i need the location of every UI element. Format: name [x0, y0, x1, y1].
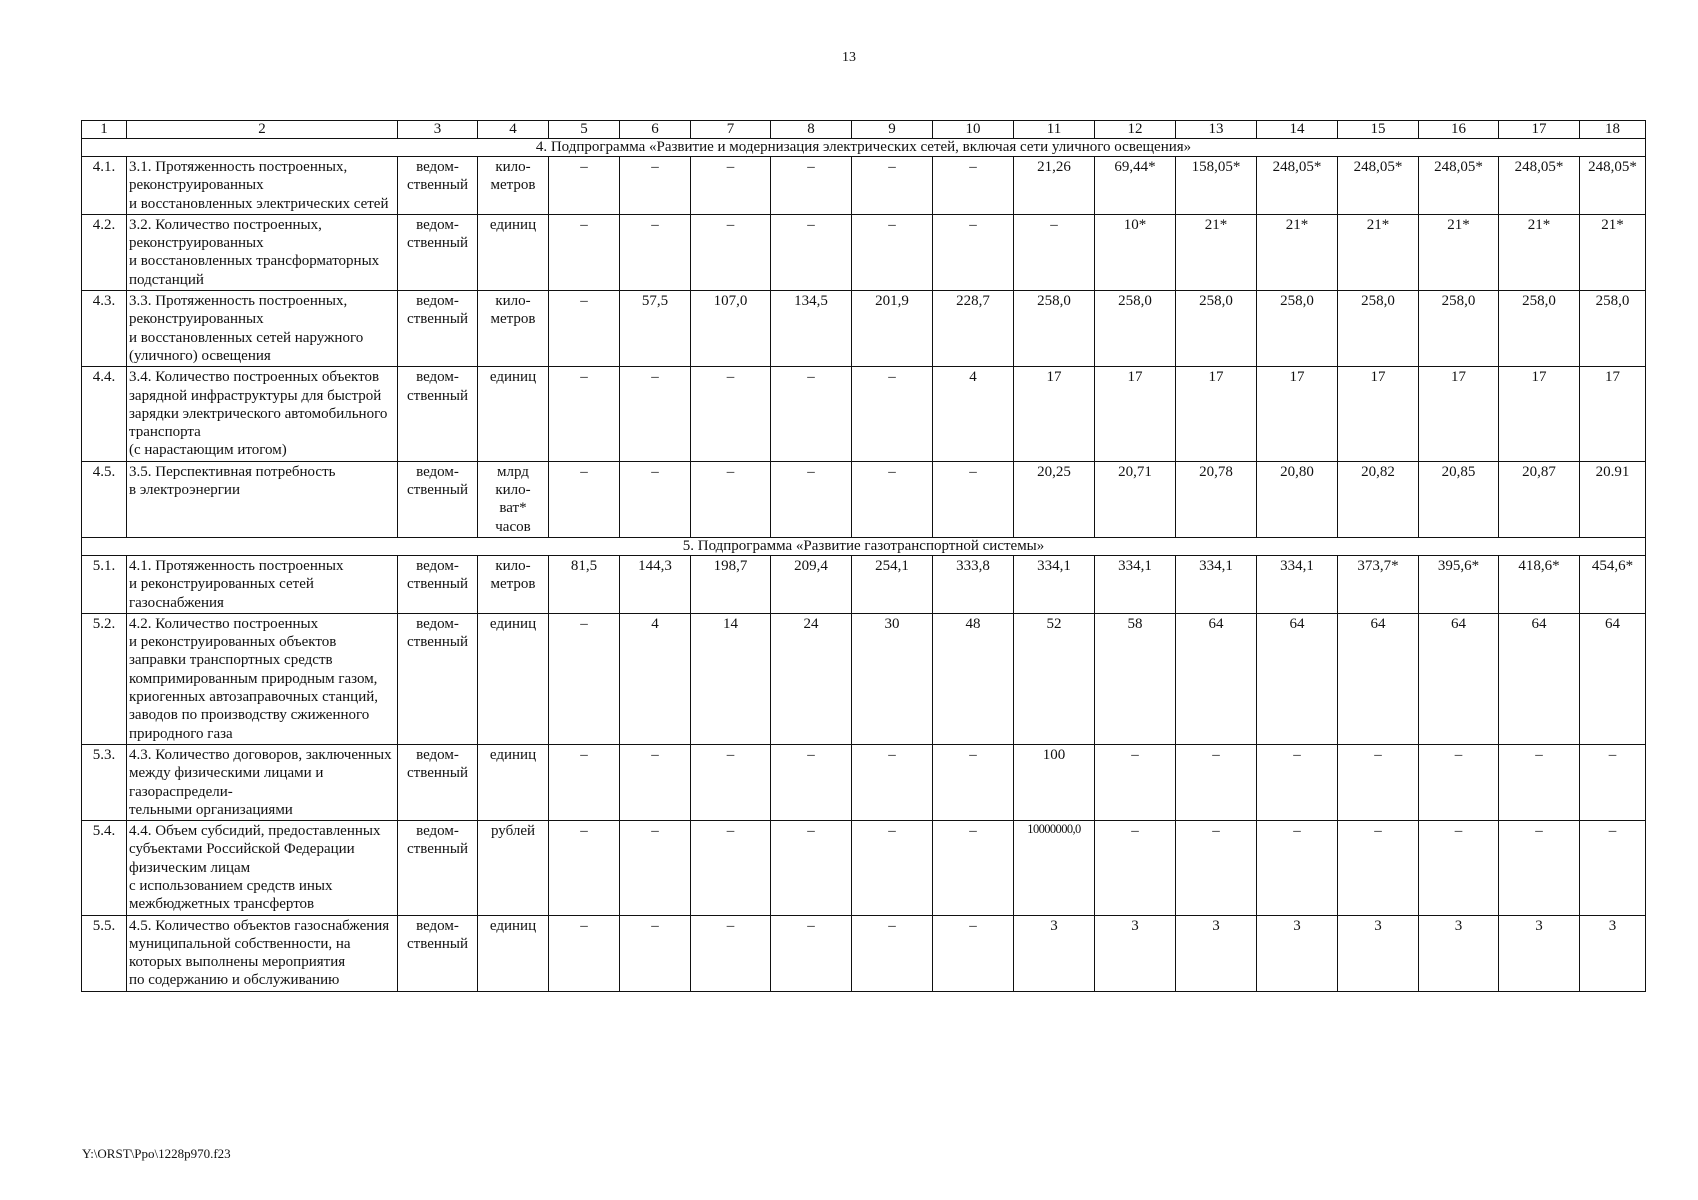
value-cell: 3: [1499, 915, 1580, 991]
value-cell: 64: [1257, 613, 1338, 744]
value-cell: –: [852, 157, 933, 215]
value-cell: –: [549, 157, 620, 215]
indicator-name: 4.1. Протяженность построенных и реконструированных сетей газоснабжения: [127, 555, 398, 613]
row-number: 4.5.: [82, 461, 127, 537]
value-cell: 395,6*: [1419, 555, 1499, 613]
indicator-type: ведом- ственный: [398, 157, 478, 215]
value-cell: 107,0: [691, 291, 771, 367]
value-cell: 258,0: [1338, 291, 1419, 367]
row-number: 4.4.: [82, 367, 127, 461]
table-row: [82, 461, 1646, 537]
value-cell: –: [1257, 821, 1338, 915]
value-cell: 3: [1338, 915, 1419, 991]
value-cell: –: [852, 821, 933, 915]
value-cell: 334,1: [1257, 555, 1338, 613]
row-number: 4.1.: [82, 157, 127, 215]
value-cell: 333,8: [933, 555, 1014, 613]
value-cell: 3: [1176, 915, 1257, 991]
value-cell: 248,05*: [1580, 157, 1646, 215]
subprogram-title: 4. Подпрограмма «Развитие и модернизация электрических сетей, включая сети уличного освещения»: [82, 139, 1646, 157]
value-cell: –: [1338, 821, 1419, 915]
indicator-name: 3.4. Количество построенных объектов зарядной инфраструктуры для быстрой зарядки электрического автомобильного транспорта (с нарастающим итогом): [127, 367, 398, 461]
value-cell: 3: [1419, 915, 1499, 991]
indicator-type: ведом- ственный: [398, 821, 478, 915]
value-cell: 20,78: [1176, 461, 1257, 537]
column-number-header: 5: [549, 121, 620, 139]
value-cell: 258,0: [1499, 291, 1580, 367]
column-number-header: 15: [1338, 121, 1419, 139]
value-cell: 21,26: [1014, 157, 1095, 215]
row-number: 5.5.: [82, 915, 127, 991]
value-cell: 57,5: [620, 291, 691, 367]
value-cell: 10000000,0: [1014, 821, 1095, 915]
indicator-name: 3.5. Перспективная потребность в электроэнергии: [127, 461, 398, 537]
value-cell: –: [933, 915, 1014, 991]
row-number: 5.1.: [82, 555, 127, 613]
indicators-table: [81, 120, 1646, 992]
value-cell: 17: [1419, 367, 1499, 461]
value-cell: 48: [933, 613, 1014, 744]
value-cell: 17: [1580, 367, 1646, 461]
indicator-type: ведом- ственный: [398, 367, 478, 461]
value-cell: 248,05*: [1419, 157, 1499, 215]
table-row: [82, 613, 1646, 744]
value-cell: 30: [852, 613, 933, 744]
indicator-name: 4.3. Количество договоров, заключенных между физическими лицами и газораспредели- тельными организациями: [127, 744, 398, 820]
value-cell: 254,1: [852, 555, 933, 613]
column-number-header: 6: [620, 121, 691, 139]
value-cell: –: [620, 157, 691, 215]
value-cell: 20.91: [1580, 461, 1646, 537]
value-cell: –: [620, 214, 691, 290]
value-cell: –: [1338, 744, 1419, 820]
subprogram-section-row: [82, 139, 1646, 157]
indicator-type: ведом- ственный: [398, 555, 478, 613]
column-number-header: 14: [1257, 121, 1338, 139]
column-number-header: 1: [82, 121, 127, 139]
unit-of-measure: рублей: [478, 821, 549, 915]
value-cell: 10*: [1095, 214, 1176, 290]
value-cell: 3: [1095, 915, 1176, 991]
value-cell: –: [620, 461, 691, 537]
value-cell: 248,05*: [1257, 157, 1338, 215]
value-cell: –: [620, 744, 691, 820]
row-number: 5.4.: [82, 821, 127, 915]
value-cell: 158,05*: [1176, 157, 1257, 215]
column-number-header: 2: [127, 121, 398, 139]
value-cell: 20,85: [1419, 461, 1499, 537]
value-cell: –: [771, 367, 852, 461]
column-number-header: 12: [1095, 121, 1176, 139]
value-cell: 58: [1095, 613, 1176, 744]
value-cell: 81,5: [549, 555, 620, 613]
value-cell: –: [852, 744, 933, 820]
row-number: 5.3.: [82, 744, 127, 820]
value-cell: 21*: [1176, 214, 1257, 290]
value-cell: –: [852, 214, 933, 290]
value-cell: 17: [1014, 367, 1095, 461]
value-cell: –: [771, 214, 852, 290]
indicator-type: ведом- ственный: [398, 291, 478, 367]
value-cell: 52: [1014, 613, 1095, 744]
value-cell: 64: [1419, 613, 1499, 744]
table-row: [82, 821, 1646, 915]
value-cell: –: [620, 367, 691, 461]
footer-file-path: Y:\ORST\Ppo\1228p970.f23: [82, 1146, 231, 1161]
value-cell: –: [852, 915, 933, 991]
column-number-header: 11: [1014, 121, 1095, 139]
indicator-name: 4.2. Количество построенных и реконструированных объектов заправки транспортных средств компримированным природным газом, криогенных автозаправочных станций, заводов по производству сжиженного природного газа: [127, 613, 398, 744]
column-number-header: 7: [691, 121, 771, 139]
value-cell: –: [933, 821, 1014, 915]
value-cell: –: [1499, 821, 1580, 915]
value-cell: 201,9: [852, 291, 933, 367]
unit-of-measure: единиц: [478, 613, 549, 744]
value-cell: –: [549, 915, 620, 991]
value-cell: –: [549, 744, 620, 820]
value-cell: –: [933, 744, 1014, 820]
value-cell: –: [691, 744, 771, 820]
subprogram-section-row: [82, 537, 1646, 555]
column-number-row: [82, 121, 1646, 139]
value-cell: 20,71: [1095, 461, 1176, 537]
value-cell: –: [691, 214, 771, 290]
column-number-header: 3: [398, 121, 478, 139]
value-cell: –: [691, 367, 771, 461]
column-number-header: 16: [1419, 121, 1499, 139]
value-cell: –: [691, 461, 771, 537]
value-cell: –: [549, 821, 620, 915]
value-cell: 3: [1014, 915, 1095, 991]
subprogram-title: 5. Подпрограмма «Развитие газотранспортной системы»: [82, 537, 1646, 555]
value-cell: –: [1499, 744, 1580, 820]
indicator-name: 3.3. Протяженность построенных, реконструированных и восстановленных сетей наружного (уличного) освещения: [127, 291, 398, 367]
indicator-name: 3.2. Количество построенных, реконструированных и восстановленных трансформаторных подстанций: [127, 214, 398, 290]
value-cell: –: [620, 821, 691, 915]
value-cell: 17: [1095, 367, 1176, 461]
indicator-type: ведом- ственный: [398, 461, 478, 537]
value-cell: 20,87: [1499, 461, 1580, 537]
unit-of-measure: единиц: [478, 367, 549, 461]
value-cell: 20,25: [1014, 461, 1095, 537]
value-cell: 14: [691, 613, 771, 744]
value-cell: –: [852, 367, 933, 461]
value-cell: –: [620, 915, 691, 991]
value-cell: 198,7: [691, 555, 771, 613]
value-cell: 69,44*: [1095, 157, 1176, 215]
column-number-header: 18: [1580, 121, 1646, 139]
value-cell: 20,82: [1338, 461, 1419, 537]
value-cell: –: [933, 461, 1014, 537]
value-cell: 334,1: [1095, 555, 1176, 613]
table-row: [82, 367, 1646, 461]
unit-of-measure: единиц: [478, 214, 549, 290]
value-cell: 21*: [1580, 214, 1646, 290]
table-row: [82, 291, 1646, 367]
value-cell: 3: [1580, 915, 1646, 991]
row-number: 4.3.: [82, 291, 127, 367]
value-cell: 4: [620, 613, 691, 744]
table-row: [82, 555, 1646, 613]
value-cell: 17: [1257, 367, 1338, 461]
value-cell: 21*: [1499, 214, 1580, 290]
value-cell: 20,80: [1257, 461, 1338, 537]
value-cell: 21*: [1419, 214, 1499, 290]
table-row: [82, 157, 1646, 215]
value-cell: 258,0: [1176, 291, 1257, 367]
column-number-header: 8: [771, 121, 852, 139]
value-cell: –: [933, 157, 1014, 215]
unit-of-measure: кило- метров: [478, 157, 549, 215]
value-cell: –: [691, 157, 771, 215]
value-cell: 17: [1499, 367, 1580, 461]
value-cell: 258,0: [1257, 291, 1338, 367]
value-cell: –: [1580, 821, 1646, 915]
indicator-name: 4.5. Количество объектов газоснабжения муниципальной собственности, на которых выполнены мероприятия по содержанию и обслуживанию: [127, 915, 398, 991]
value-cell: 228,7: [933, 291, 1014, 367]
row-number: 4.2.: [82, 214, 127, 290]
value-cell: 21*: [1338, 214, 1419, 290]
value-cell: 258,0: [1419, 291, 1499, 367]
value-cell: 4: [933, 367, 1014, 461]
value-cell: –: [1176, 821, 1257, 915]
value-cell: –: [549, 461, 620, 537]
value-cell: 248,05*: [1499, 157, 1580, 215]
value-cell: –: [852, 461, 933, 537]
value-cell: –: [1014, 214, 1095, 290]
value-cell: 144,3: [620, 555, 691, 613]
value-cell: 24: [771, 613, 852, 744]
unit-of-measure: кило- метров: [478, 291, 549, 367]
value-cell: 64: [1499, 613, 1580, 744]
indicator-type: ведом- ственный: [398, 744, 478, 820]
value-cell: –: [771, 915, 852, 991]
column-number-header: 4: [478, 121, 549, 139]
value-cell: –: [1095, 821, 1176, 915]
indicator-name: 4.4. Объем субсидий, предоставленных субъектами Российской Федерации физическим лицам с использованием средств иных межбюджетных трансфертов: [127, 821, 398, 915]
value-cell: –: [691, 915, 771, 991]
value-cell: –: [1580, 744, 1646, 820]
indicator-type: ведом- ственный: [398, 915, 478, 991]
unit-of-measure: млрд кило- ват* часов: [478, 461, 549, 537]
value-cell: 17: [1176, 367, 1257, 461]
indicator-type: ведом- ственный: [398, 214, 478, 290]
column-number-header: 13: [1176, 121, 1257, 139]
indicator-type: ведом- ственный: [398, 613, 478, 744]
unit-of-measure: кило- метров: [478, 555, 549, 613]
column-number-header: 10: [933, 121, 1014, 139]
unit-of-measure: единиц: [478, 744, 549, 820]
value-cell: –: [933, 214, 1014, 290]
value-cell: 64: [1338, 613, 1419, 744]
table-row: [82, 915, 1646, 991]
value-cell: 21*: [1257, 214, 1338, 290]
value-cell: 418,6*: [1499, 555, 1580, 613]
value-cell: 373,7*: [1338, 555, 1419, 613]
value-cell: –: [549, 367, 620, 461]
value-cell: –: [691, 821, 771, 915]
value-cell: –: [771, 744, 852, 820]
value-cell: –: [1176, 744, 1257, 820]
value-cell: 134,5: [771, 291, 852, 367]
row-number: 5.2.: [82, 613, 127, 744]
value-cell: –: [549, 613, 620, 744]
value-cell: 100: [1014, 744, 1095, 820]
value-cell: 3: [1257, 915, 1338, 991]
value-cell: 258,0: [1580, 291, 1646, 367]
table-body: [82, 139, 1646, 992]
value-cell: –: [549, 291, 620, 367]
value-cell: 248,05*: [1338, 157, 1419, 215]
table-row: [82, 214, 1646, 290]
column-number-header: 17: [1499, 121, 1580, 139]
table-row: [82, 744, 1646, 820]
value-cell: 258,0: [1095, 291, 1176, 367]
value-cell: –: [771, 461, 852, 537]
value-cell: –: [771, 157, 852, 215]
column-number-header: 9: [852, 121, 933, 139]
value-cell: –: [549, 214, 620, 290]
value-cell: 64: [1580, 613, 1646, 744]
indicator-name: 3.1. Протяженность построенных, реконструированных и восстановленных электрических сетей: [127, 157, 398, 215]
value-cell: 209,4: [771, 555, 852, 613]
value-cell: 454,6*: [1580, 555, 1646, 613]
value-cell: –: [1095, 744, 1176, 820]
page-number: 13: [842, 50, 856, 65]
value-cell: 17: [1338, 367, 1419, 461]
value-cell: –: [1419, 821, 1499, 915]
value-cell: 258,0: [1014, 291, 1095, 367]
unit-of-measure: единиц: [478, 915, 549, 991]
value-cell: –: [1257, 744, 1338, 820]
value-cell: –: [1419, 744, 1499, 820]
value-cell: –: [771, 821, 852, 915]
value-cell: 334,1: [1176, 555, 1257, 613]
value-cell: 64: [1176, 613, 1257, 744]
value-cell: 334,1: [1014, 555, 1095, 613]
